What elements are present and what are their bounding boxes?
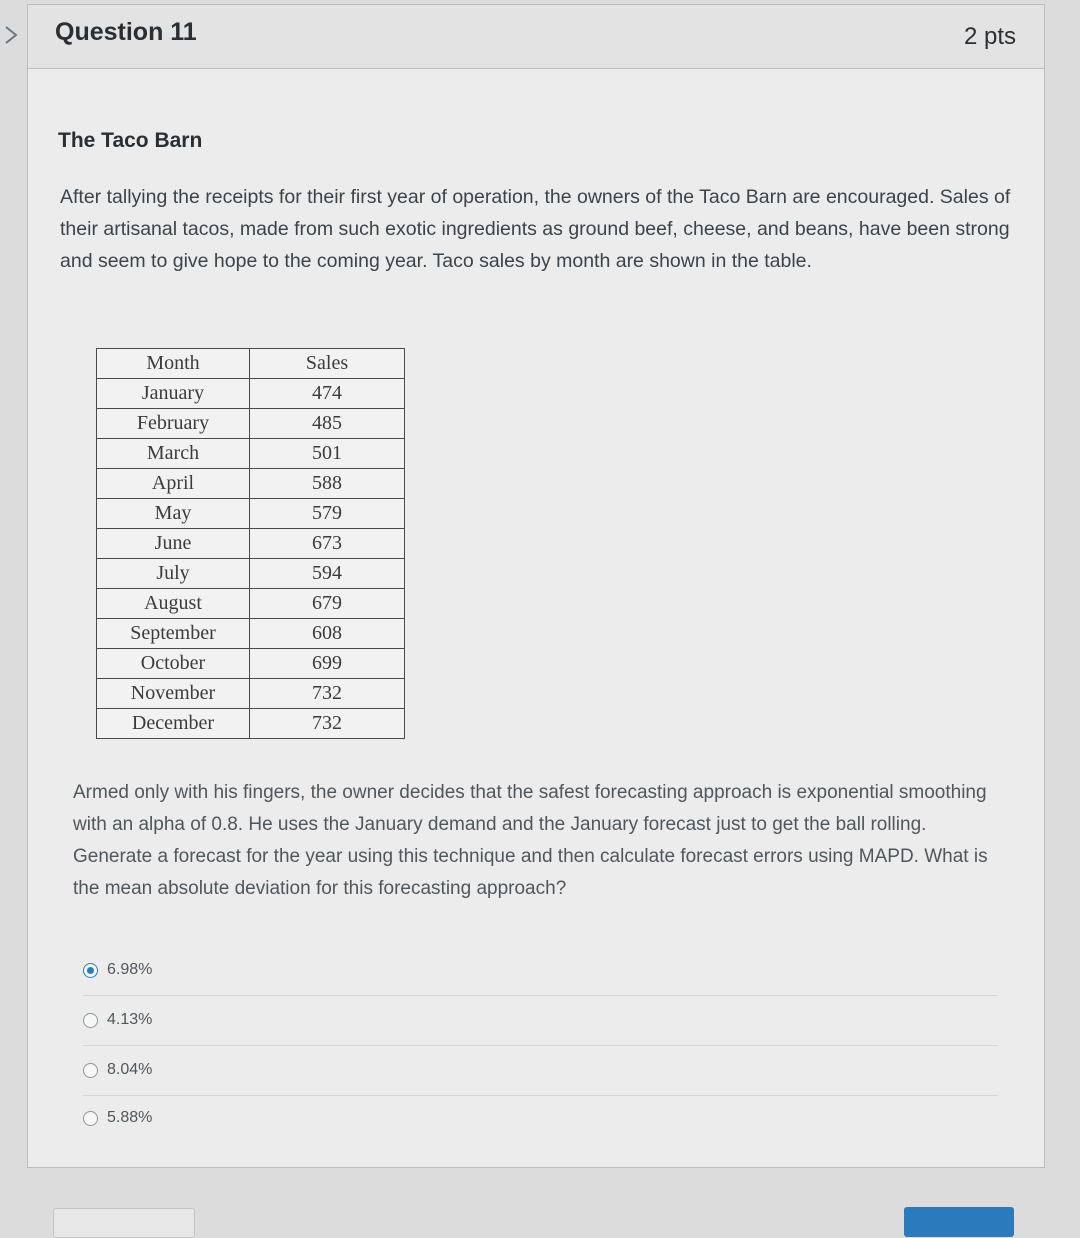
answer-option-1[interactable] bbox=[83, 957, 998, 996]
month-cell: January bbox=[97, 379, 250, 409]
answer-label: 5.88% bbox=[107, 1109, 153, 1126]
table-row bbox=[97, 499, 405, 529]
sales-cell: 732 bbox=[250, 709, 405, 739]
sales-cell: 608 bbox=[250, 619, 405, 649]
answer-label: 8.04% bbox=[107, 1061, 153, 1078]
table-row bbox=[97, 649, 405, 679]
month-cell: September bbox=[97, 619, 250, 649]
table-header-row bbox=[97, 349, 405, 379]
month-cell: July bbox=[97, 559, 250, 589]
sales-cell: 474 bbox=[250, 379, 405, 409]
month-cell: February bbox=[97, 409, 250, 439]
sales-cell: 699 bbox=[250, 649, 405, 679]
problem-title: The Taco Barn bbox=[58, 129, 203, 152]
radio-selected-icon[interactable] bbox=[83, 963, 98, 978]
radio-icon[interactable] bbox=[83, 1111, 98, 1126]
next-button[interactable] bbox=[904, 1207, 1014, 1237]
month-cell: June bbox=[97, 529, 250, 559]
question-points: 2 pts bbox=[963, 23, 1016, 50]
sales-cell: 679 bbox=[250, 589, 405, 619]
month-cell: May bbox=[97, 499, 250, 529]
month-header: Month bbox=[97, 349, 250, 379]
sales-cell: 732 bbox=[250, 679, 405, 709]
answer-label: 6.98% bbox=[107, 961, 153, 978]
table-row bbox=[97, 589, 405, 619]
sales-header: Sales bbox=[250, 349, 405, 379]
table-row bbox=[97, 439, 405, 469]
month-cell: August bbox=[97, 589, 250, 619]
sales-cell: 673 bbox=[250, 529, 405, 559]
table-row bbox=[97, 619, 405, 649]
table-row bbox=[97, 679, 405, 709]
sales-cell: 485 bbox=[250, 409, 405, 439]
radio-icon[interactable] bbox=[83, 1013, 98, 1028]
month-cell: October bbox=[97, 649, 250, 679]
problem-intro: After tallying the receipts for their first year of operation, the owners of the Taco Barn are encouraged. Sales of their artisanal tacos, made from such exotic ingredients as ground beef, cheese, and beans, have been strong and seem to give hope to the coming year. Taco sales by month are shown in the table. bbox=[60, 186, 1011, 272]
month-cell: December bbox=[97, 709, 250, 739]
month-cell: March bbox=[97, 439, 250, 469]
table-row bbox=[97, 529, 405, 559]
chevron-right-icon[interactable] bbox=[0, 24, 22, 46]
answer-label: 4.13% bbox=[107, 1011, 153, 1028]
month-cell: April bbox=[97, 469, 250, 499]
sales-cell: 588 bbox=[250, 469, 405, 499]
sales-cell: 579 bbox=[250, 499, 405, 529]
table-row bbox=[97, 409, 405, 439]
question-card bbox=[27, 4, 1045, 1168]
previous-button[interactable] bbox=[53, 1208, 195, 1238]
question-prompt: Armed only with his fingers, the owner decides that the safest forecasting approach is exponential smoothing with an alpha of 0.8. He uses the January demand and the January forecast just to get the ball rolling. Generate a forecast for the year using this technique and then calculate forecast errors using MAPD. What is the mean absolute deviation for this forecasting approach? bbox=[73, 782, 988, 899]
month-cell: November bbox=[97, 679, 250, 709]
table-row bbox=[97, 469, 405, 499]
table-row bbox=[97, 709, 405, 739]
sales-cell: 594 bbox=[250, 559, 405, 589]
answer-option-4[interactable] bbox=[83, 1105, 998, 1143]
radio-icon[interactable] bbox=[83, 1063, 98, 1078]
question-header bbox=[28, 5, 1044, 69]
answer-option-3[interactable] bbox=[83, 1057, 998, 1096]
table-row bbox=[97, 559, 405, 589]
answer-option-2[interactable] bbox=[83, 1007, 998, 1046]
sales-table bbox=[96, 348, 405, 739]
table-row bbox=[97, 379, 405, 409]
question-title: Question 11 bbox=[55, 18, 197, 46]
sales-cell: 501 bbox=[250, 439, 405, 469]
